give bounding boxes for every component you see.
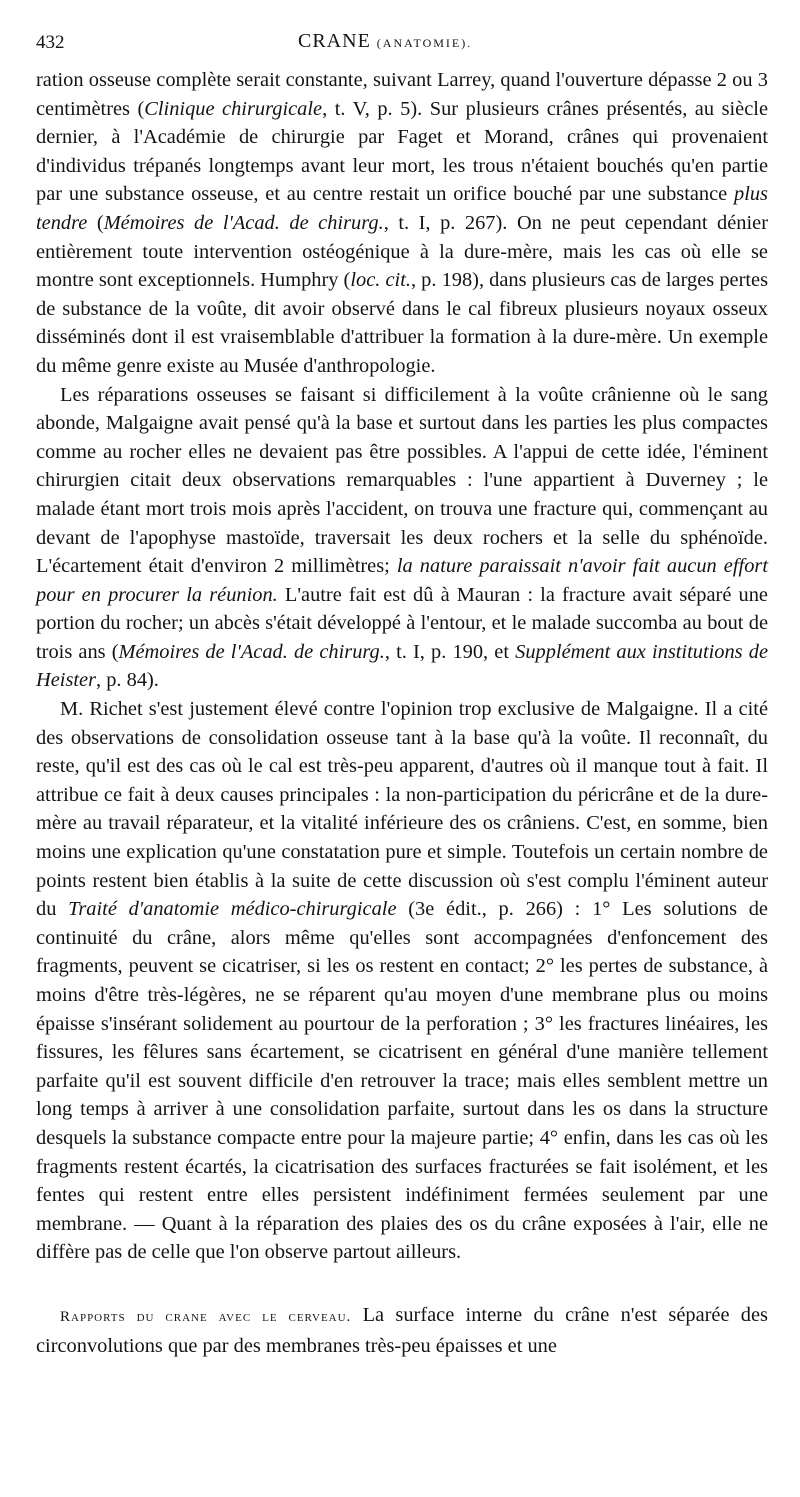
running-head-title: CRANE — [298, 30, 371, 52]
paragraph-1 — [36, 66, 768, 381]
section-heading: Rapports du crane avec le cerveau. — [60, 1308, 352, 1325]
running-head-subtitle: (ANATOMIE). — [376, 36, 473, 50]
paragraph-2 — [36, 381, 768, 696]
paragraph-4 — [36, 1301, 768, 1360]
section-spacer — [36, 1267, 768, 1301]
text-run: , t. I, p. 190, et — [384, 640, 516, 663]
citation-title: loc. cit. — [350, 269, 411, 292]
citation-title: Supplément aux institutions de Heister — [36, 640, 768, 692]
text-run: ( — [87, 211, 104, 234]
quotation: la nature paraissait n'avoir fait aucun effort pour en procurer la réunion. — [36, 555, 768, 606]
citation-title: Clinique chirurgicale — [144, 97, 323, 120]
document-page — [36, 26, 768, 1360]
text-run: Les réparations osseuses se faisant si difficilement à la voûte crânienne où le sang abonde, Malgaigne avait pensé qu'à la base et surtout dans les parties les plus compactes comme au rocher elles ne devaient pas être possibles. A l'appui de cette idée, l'éminent chirurgien citait deux observations remarquables : l'une appartient à Duverney ; le malade étant mort trois mois après l'accident, on trouva une fracture qui, commençant au devant de l'apophyse mastoïde, traversait les deux rochers et la selle du sphénoïde. L'écartement était d'environ 2 millimètres; — [36, 383, 768, 578]
text-run: , t. V, p. 5). Sur plusieurs crânes présentés, au siècle dernier, à l'Académie de chirurgie par Faget et Morand, crânes qui provenaient d'individus trépanés longtemps avant leur mort, les trous n'étaient bouchés qu'en partie par une substance osseuse, et au centre restait un orifice bouché par une substance — [36, 97, 768, 206]
citation-title: Mémoires de l'Acad. de chirurg. — [118, 640, 385, 663]
text-run: ration osseuse complète serait constante, suivant Larrey, quand l'ouverture dépasse 2 ou 3 centimètres ( — [36, 69, 768, 120]
text-run: , t. I, p. 267). On ne peut cependant dénier entièrement toute intervention ostéogénique à la dure-mère, mais les cas où elle se montre sont exceptionnels. Humphry ( — [36, 211, 768, 292]
citation-title: Traité d'anatomie médico-chirurgicale — [68, 898, 397, 921]
citation-title: Mémoires de l'Acad. de chirurg. — [103, 211, 384, 234]
text-run: M. Richet s'est justement élevé contre l'opinion trop exclusive de Malgaigne. Il a cité des observations de consolidation osseuse tant à la base qu'à la voûte. Il reconnaît, du reste, qu'il est des cas où le cal est très-peu apparent, d'autres où il manque tout à fait. Il attribue ce fait à deux causes principales : la non-participation du péricrâne et de la dure-mère au travail réparateur, et la vitalité inférieure des os crâniens. C'est, en somme, bien moins une explication qu'une constatation pure et simple. Toutefois un certain nombre de points restent bien établis à la suite de cette discussion où s'est complu l'éminent auteur du — [36, 698, 768, 921]
text-run: , p. 198), dans plusieurs cas de larges pertes de substance de la voûte, dit avoir observé dans le cal fibreux plusieurs noyaux osseux disséminés dont il est vraisemblable d'attribuer la formation à la dure-mère. Un exemple du même genre existe au Musée d'anthropologie. — [36, 269, 769, 377]
page-header — [36, 26, 768, 66]
running-head — [298, 30, 472, 53]
page-number: 432 — [36, 32, 65, 53]
text-run: La surface interne du crâne n'est séparée des circonvolutions que par des membranes très-peu épaisses et une — [36, 1303, 768, 1357]
emphasis: plus tendre — [36, 183, 768, 234]
paragraph-3 — [36, 695, 768, 1267]
text-run: (3e édit., p. 266) : 1° Les solutions de continuité du crâne, alors même qu'elles sont accompagnées d'enfoncement des fragments, peuvent se cicatriser, si les os restent en contact; 2° les pertes de substance, à moins d'être très-légères, ne se réparent qu'au moyen d'une membrane plus ou moins épaisse s'insérant solidement au pourtour de la perforation ; 3° les fractures linéaires, les fissures, les fêlures sans écartement, se cicatrisent en général d'une manière tellement parfaite qu'il est souvent difficile d'en retrouver la trace; mais elles semblent mettre un long temps à arriver à une consolidation parfaite, surtout dans les os dans la structure desquels la substance compacte entre pour la majeure partie; 4° enfin, dans les cas où les fragments restent écartés, la cicatrisation des surfaces fracturées se fait isolément, et les fentes qui restent entre elles persistent indéfiniment fermées seulement par une membrane. — Quant à la réparation des plaies des os du crâne exposées à l'air, elle ne diffère pas de celle que l'on observe partout ailleurs. — [36, 898, 768, 1264]
text-run: L'autre fait est dû à Mauran : la fracture avait séparé une portion du rocher; un abcès s'était développé à l'entour, et le malade succomba au bout de trois ans ( — [36, 583, 768, 663]
text-run: , p. 84). — [96, 669, 159, 692]
